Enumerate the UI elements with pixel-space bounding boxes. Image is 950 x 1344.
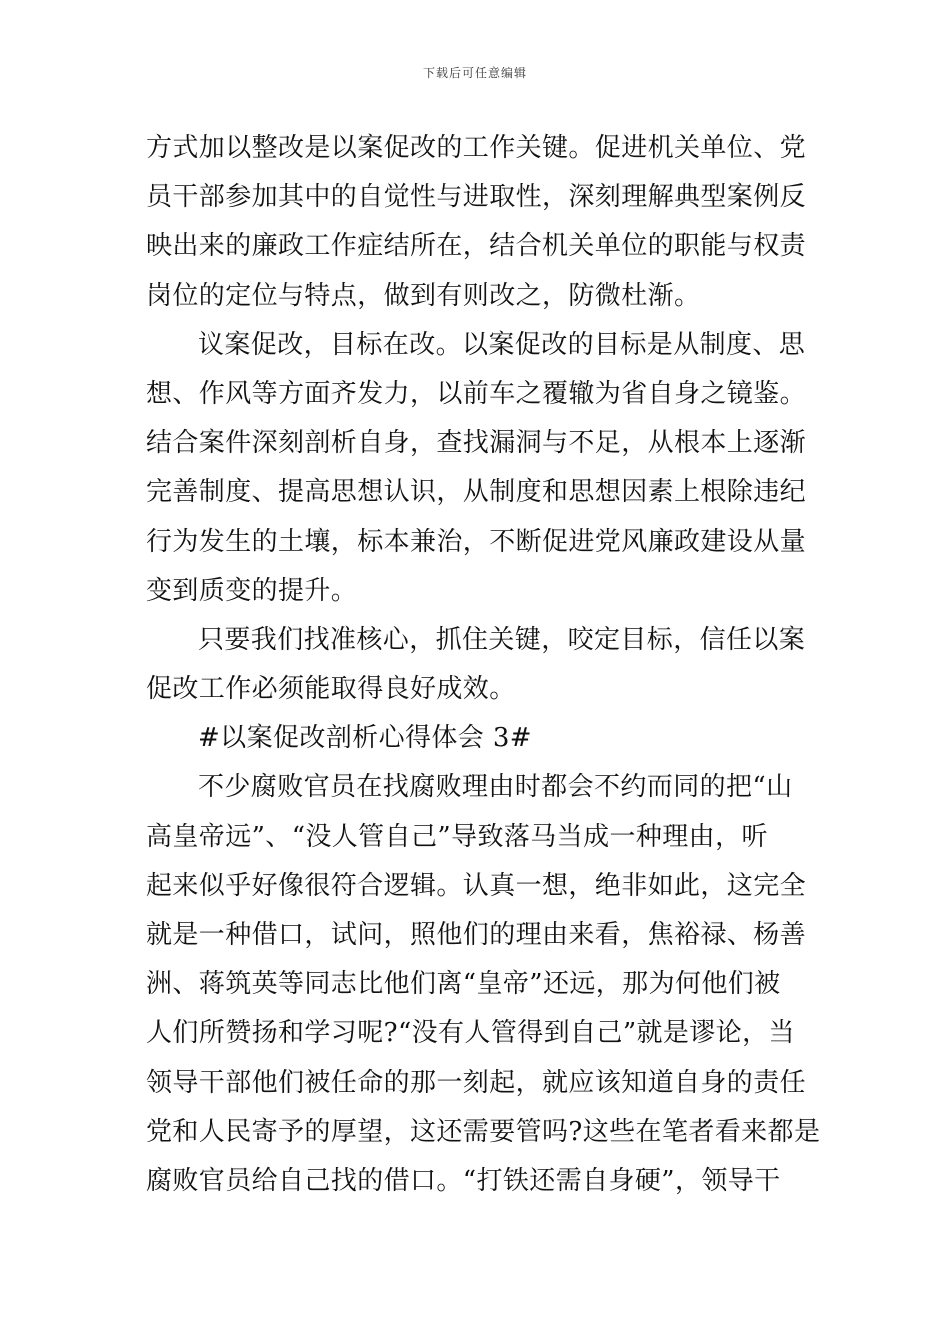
text-line: 岗位的定位与特点，做到有则改之，防微杜渐。 [146,280,701,311]
text-line: 员干部参加其中的自觉性与进取性，深刻理解典型案例反 [146,182,807,213]
text-line: 领导干部他们被任命的那一刻起，就应该知道自身的责任 [146,1067,807,1098]
document-body [146,124,821,1206]
text-line: 促改工作必须能取得良好成效。 [146,674,516,705]
text-line: 人们所赞扬和学习呢?“没有人管得到自己”就是谬论，当 [146,1018,795,1049]
text-line: 想、作风等方面齐发力，以前车之覆辙为省自身之镜鉴。 [146,378,807,409]
text-line: 变到质变的提升。 [146,575,358,606]
text-line: 腐败官员给自己找的借口。“打铁还需自身硬”，领导干 [146,1165,781,1196]
text-line: 行为发生的土壤，标本兼治，不断促进党风廉政建设从量 [146,526,807,557]
text-line: 映出来的廉政工作症结所在，结合机关单位的职能与权责 [146,231,807,262]
text-line: 洲、蒋筑英等同志比他们离“皇帝”还远，那为何他们被 [146,969,781,1000]
text-line: 起来似乎好像很符合逻辑。认真一想，绝非如此，这完全 [146,870,807,901]
text-line: 完善制度、提高思想认识，从制度和思想因素上根除违纪 [146,477,807,508]
paragraph-start-line: 议案促改，目标在改。以案促改的目标是从制度、思 [198,329,806,360]
text-line: 方式加以整改是以案促改的工作关键。促进机关单位、党 [146,133,807,163]
section-heading: #以案促改剖析心得体会 3# [198,723,532,754]
paragraph-start-line: 只要我们找准核心，抓住关键，咬定目标，信任以案 [198,624,806,655]
text-line: 就是一种借口，试问，照他们的理由来看，焦裕禄、杨善 [146,920,807,950]
text-line: 党和人民寄予的厚望，这还需要管吗?这些在笔者看来都是 [146,1116,821,1147]
text-line: 高皇帝远”、“没人管自己”导致落马当成一种理由，听 [146,821,768,852]
paragraph-start-line: 不少腐败官员在找腐败理由时都会不约而同的把“山 [198,772,793,803]
page-header: 下载后可任意编辑 [422,66,527,80]
text-line: 结合案件深刻剖析自身，查找漏洞与不足，从根本上逐渐 [146,428,807,459]
